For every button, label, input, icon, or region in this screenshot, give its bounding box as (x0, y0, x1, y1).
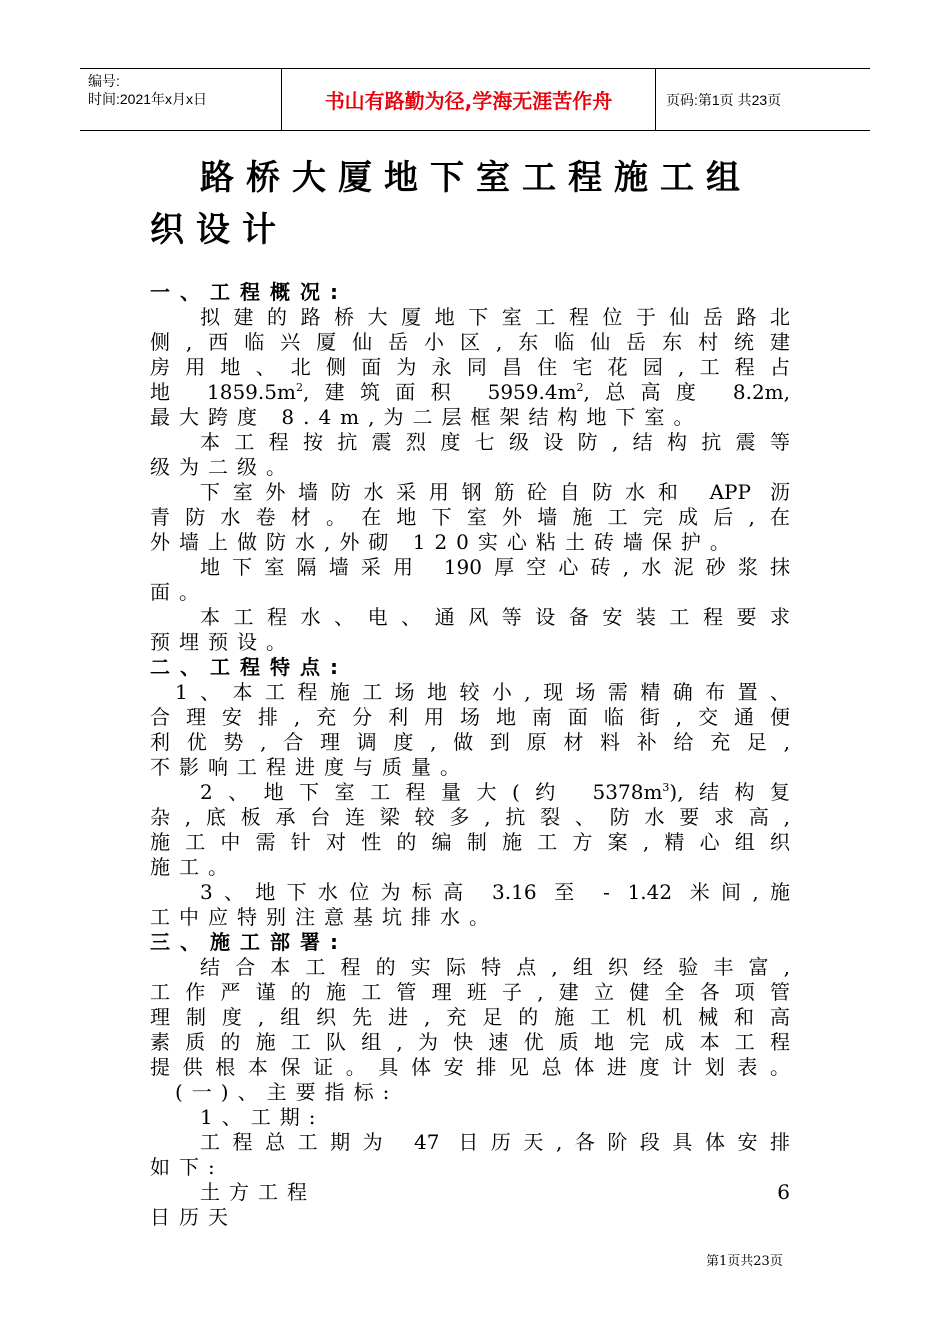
paragraph-line: 杂,底板承台连梁较多,抗裂、防水要求高, (150, 805, 790, 829)
paragraph-line: 工程总工期为 47 日历天,各阶段具体安排 (200, 1130, 790, 1154)
paragraph-line: 利优势,合理调度,做到原材料补给充足, (150, 730, 790, 754)
superscript: 2 (295, 381, 303, 394)
paragraph-line: 外墙上做防水,外砌 120实心粘土砖墙保护。 (150, 530, 739, 554)
paragraph-line: 预埋预设。 (150, 630, 295, 654)
paragraph-line: 合理安排,充分利用场地南面临街,交通便 (150, 705, 790, 729)
section-heading-overview: 一、工程概况: (150, 280, 348, 304)
paragraph-line: 工作严谨的施工管理班子,建立健全各项管 (150, 980, 790, 1004)
text-part: ,总高度 8.2m, (583, 380, 790, 404)
paragraph-line: 提供根本保证。具体安排见总体进度计划表。 (150, 1055, 790, 1079)
paragraph-line: 素质的施工队组,为快速优质地完成本工程 (150, 1030, 790, 1054)
text-part: 2、地下室工程量大(约 5378m (200, 780, 663, 804)
paragraph-line: 本工程水、电、通风等设备安装工程要求 (200, 605, 790, 629)
schedule-item-label: 土方工程 (200, 1180, 316, 1204)
paragraph-line: 工中应特别注意基坑排水。 (150, 905, 498, 929)
header-info-cell (80, 69, 282, 130)
paragraph-line: 3、地下水位为标高 3.16 至 - 1.42 米间,施 (200, 880, 790, 904)
paragraph-line: 地下室隔墙采用 190厚空心砖,水泥砂浆抹 (200, 555, 790, 579)
paragraph-line: 不影响工程进度与质量。 (150, 755, 469, 779)
paragraph-line: 下室外墙防水采用钢筋砼自防水和 APP 沥 (200, 480, 790, 504)
paragraph-line: 如下: (150, 1155, 224, 1179)
document-title (150, 152, 790, 256)
text-part: ),结构复 (669, 780, 790, 804)
paragraph-line: 青防水卷材。在地下室外墙施工完成后,在 (150, 505, 790, 529)
paragraph-line: 理制度,组织先进,充足的施工机机械和高 (150, 1005, 790, 1029)
paragraph-line-area (150, 380, 790, 405)
header-motto: 书山有路勤为径,学海无涯苦作舟 (282, 69, 656, 130)
subheading-indicators: (一)、主要指标: (175, 1080, 399, 1104)
paragraph-line: 结合本工程的实际特点,组织经验丰富, (200, 955, 790, 979)
schedule-row-earthwork (150, 1180, 790, 1205)
text-part: 地 1859.5m (150, 380, 296, 404)
section-heading-features: 二、工程特点: (150, 655, 348, 679)
subheading-schedule: 1、工期: (200, 1105, 325, 1129)
page-footer: 第1页共23页 (706, 1254, 783, 1269)
paragraph-line: 房用地、北侧面为永同昌住宅花园,工程占 (150, 355, 790, 379)
number-label: 编号: (88, 73, 120, 89)
paragraph-line-volume (150, 780, 790, 805)
paragraph-line: 施工。 (150, 855, 237, 879)
title-line-1: 路桥大厦地下室工程施工组 (200, 158, 752, 198)
page-header (80, 68, 870, 131)
text-part: ,建筑面积 5959.4m (302, 380, 577, 404)
header-page-label: 页码:第1页 共23页 (666, 91, 782, 108)
paragraph-line: 面。 (150, 580, 208, 604)
schedule-item-value: 6 (777, 1180, 790, 1204)
paragraph-line: 侧,西临兴厦仙岳小区,东临仙岳东村统建 (150, 330, 790, 354)
section-heading-deployment: 三、施工部署: (150, 930, 348, 954)
paragraph-line: 拟建的路桥大厦地下室工程位于仙岳路北 (200, 305, 790, 329)
title-line-2: 织设计 (150, 210, 288, 250)
time-label: 时间:2021年x月x日 (88, 91, 208, 107)
paragraph-line: 本工程按抗震烈度七级设防,结构抗震等 (200, 430, 790, 454)
superscript: 2 (576, 381, 584, 394)
paragraph-line: 1、本工程施工场地较小,现场需精确布置、 (175, 680, 790, 704)
paragraph-line: 施工中需针对性的编制施工方案,精心组织 (150, 830, 790, 854)
paragraph-line: 日历天 (150, 1205, 237, 1229)
paragraph-line: 级为二级。 (150, 455, 295, 479)
superscript: 3 (662, 781, 670, 794)
paragraph-line: 最大跨度 8.4m,为二层框架结构地下室。 (150, 405, 703, 429)
